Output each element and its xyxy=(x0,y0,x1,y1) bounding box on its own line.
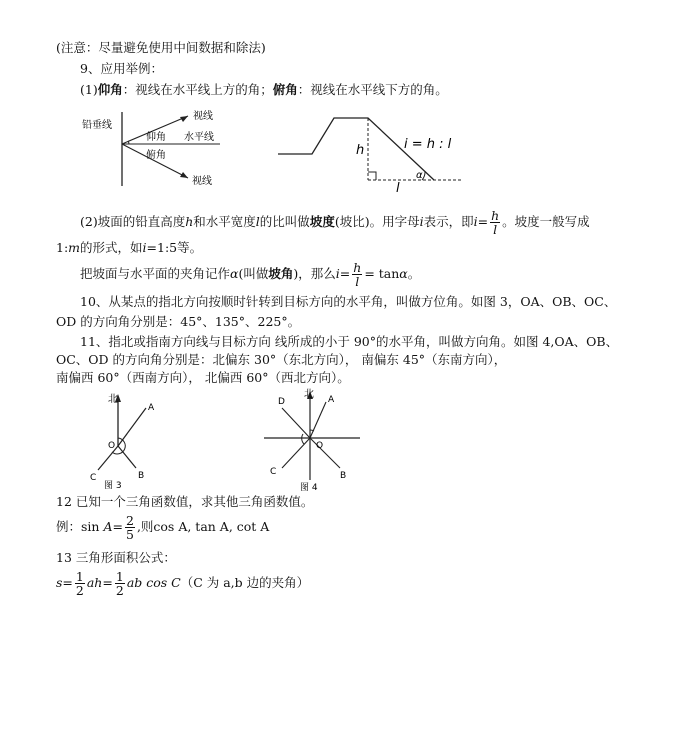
angle-eq: = xyxy=(339,266,351,281)
elevation-angle-label: 仰角 xyxy=(146,132,166,143)
example-fraction xyxy=(125,514,135,541)
section-11-line-3: 南偏西 60°（西南方向）， 北偏西 60°（西北方向）。 xyxy=(56,370,350,385)
fig3-o-label: O xyxy=(108,441,116,451)
fig4-c-label: C xyxy=(270,467,277,477)
example-eq: = xyxy=(112,519,123,534)
height-label: h xyxy=(356,143,365,158)
angle-frac-den: l xyxy=(355,274,360,289)
slope-figure xyxy=(276,108,466,196)
section-13-title: 13 三角形面积公式： xyxy=(56,550,176,565)
elevation-def: ：视线在水平线上方的角； xyxy=(122,82,273,97)
section-11-line-2: OC、OD 的方向角分别是：北偏东 30°（东北方向）， 南偏东 45°（东南方向）， xyxy=(56,352,507,367)
angle-tan: = tan xyxy=(364,266,400,281)
example-prefix: 例： xyxy=(56,519,82,534)
slope-definition-line xyxy=(80,205,590,239)
angle-definition-line xyxy=(80,82,448,98)
note-line: (注意：尽量避免使用中间数据和除法) xyxy=(56,40,266,55)
fig4-a-label: A xyxy=(328,395,335,405)
section-11-line-1: 11、指北或指南方向线与目标方向 线所成的小于 90°的水平角，叫做方向角。如图 4,OA、OB、 xyxy=(80,334,619,349)
slope-eq-sign: = xyxy=(477,214,489,229)
form-b: 的形式，如 xyxy=(80,240,143,255)
fig4-b-label: B xyxy=(340,471,347,481)
formula-eq2: = xyxy=(102,575,113,590)
angle-text-b: (叫做 xyxy=(238,266,269,281)
slope-frac-num: h xyxy=(491,208,500,223)
formula-den-2: 2 xyxy=(115,583,124,598)
formula-s: s xyxy=(56,575,63,590)
form-c: =1:5 xyxy=(146,240,178,255)
depression-term: 俯角 xyxy=(272,82,298,97)
section-12-example xyxy=(56,510,269,544)
slope-l: l xyxy=(255,214,260,229)
slope-text-5: 表示，即 xyxy=(423,214,474,229)
example-num: 2 xyxy=(125,513,134,528)
slope-i: i xyxy=(419,214,424,229)
slope-eq-i: i xyxy=(473,214,478,229)
angle-fraction xyxy=(352,261,362,288)
formula-den-1: 2 xyxy=(75,583,84,598)
angle-end: 。 xyxy=(407,266,421,281)
plumb-line-label: 铅垂线 xyxy=(82,120,112,131)
example-var-a: A xyxy=(103,519,113,534)
fig4-north-label: 北 xyxy=(304,389,314,400)
fig4-d-label: D xyxy=(278,397,285,407)
slope-angle-term: 坡角 xyxy=(268,266,294,281)
section-9-title: 9、应用举例： xyxy=(80,61,163,76)
fig3-caption: 图 3 xyxy=(104,481,122,490)
slope-text-1: (2)坡面的铅直高度 xyxy=(80,214,186,229)
fig3-b-label: B xyxy=(138,471,145,481)
alpha-label: α xyxy=(416,170,423,181)
formula-frac-1 xyxy=(75,570,85,597)
formula-abcos: ab cos C xyxy=(126,575,181,590)
elevation-term: 仰角 xyxy=(97,82,123,97)
slope-term: 坡度 xyxy=(309,214,335,229)
formula-note: （C 为 a,b 边的夹角） xyxy=(180,575,310,590)
fig3-north-label: 北 xyxy=(108,394,118,405)
slope-fraction xyxy=(490,209,500,236)
slope-text-4: (坡比)。用字母 xyxy=(334,214,420,229)
fig4-o-label: O xyxy=(316,441,324,451)
angle-i: i xyxy=(335,266,340,281)
example-rest: ,则cos A, tan A, cot A xyxy=(136,519,270,534)
depression-def: ：视线在水平线下方的角。 xyxy=(297,82,448,97)
sight-line-top-label: 视线 xyxy=(193,111,213,122)
bearing-figure-3 xyxy=(82,390,172,490)
form-d: 等。 xyxy=(177,240,203,255)
width-label: l xyxy=(396,181,400,196)
fig3-c-label: C xyxy=(90,473,97,483)
section-10-line-1: 10、从某点的指北方向按顺时针转到目标方向的水平角，叫做方位角。如图 3，OA、OB、OC、 xyxy=(80,294,617,309)
slope-text-3: 的比叫做 xyxy=(259,214,310,229)
example-den: 5 xyxy=(125,527,134,542)
angle-frac-num: h xyxy=(353,260,362,275)
slope-text-2: 和水平宽度 xyxy=(193,214,256,229)
fig4-caption: 图 4 xyxy=(300,483,318,492)
formula-eq1: = xyxy=(62,575,73,590)
section-12-title: 12 已知一个三角函数值，求其他三角函数值。 xyxy=(56,494,314,509)
formula-num-2: 1 xyxy=(115,569,124,584)
horizontal-line-label: 水平线 xyxy=(184,132,214,143)
angle-tan-alpha: α xyxy=(399,266,408,281)
angle-text-c: )，那么 xyxy=(293,266,336,281)
slope-frac-den: l xyxy=(493,222,498,237)
section-10-line-2: OD 的方向角分别是：45°、135°、225°。 xyxy=(56,314,301,329)
formula-num-1: 1 xyxy=(75,569,84,584)
slope-form-line xyxy=(56,240,202,256)
elevation-depression-figure xyxy=(80,106,230,188)
slope-text-6: 。坡度一般写成 xyxy=(502,214,590,229)
angle-text-a: 把坡面与水平面的夹角记作 xyxy=(80,266,231,281)
def-prefix: (1) xyxy=(80,82,98,97)
formula-ah: ah xyxy=(86,575,103,590)
example-sin: sin xyxy=(81,519,100,534)
area-formula xyxy=(56,566,309,600)
formula-frac-2 xyxy=(115,570,125,597)
form-a: 1: xyxy=(56,240,69,255)
form-i: i xyxy=(142,240,147,255)
sight-line-bottom-label: 视线 xyxy=(192,176,212,187)
slope-h: h xyxy=(185,214,194,229)
bearing-figure-4 xyxy=(262,386,362,492)
depression-angle-label: 俯角 xyxy=(146,150,166,161)
slope-angle-line xyxy=(80,257,420,291)
fig3-a-label: A xyxy=(148,403,155,413)
angle-alpha: α xyxy=(230,266,239,281)
form-m: m xyxy=(68,240,81,255)
slope-ratio-label: i = h : l xyxy=(404,137,452,152)
